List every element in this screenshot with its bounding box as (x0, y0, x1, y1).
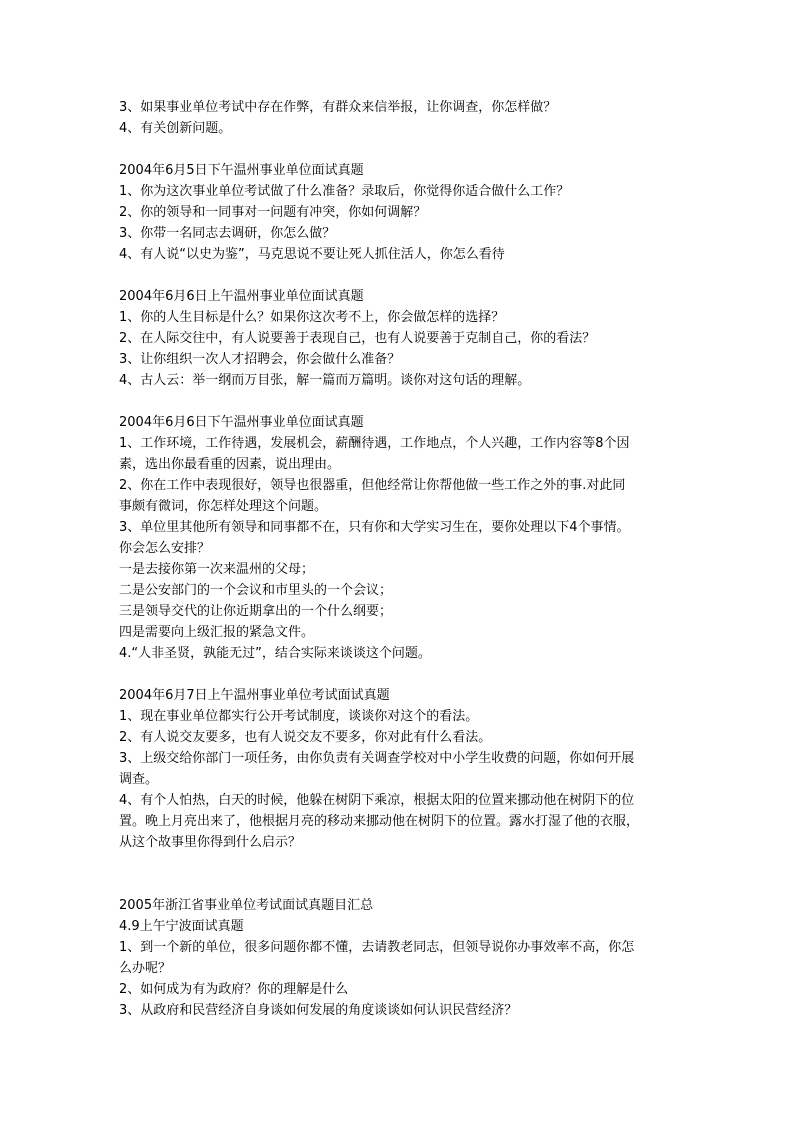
section-subheading: 4.9上午宁波面试真题 (119, 919, 244, 934)
text-line: 3、如果事业单位考试中存在作弊，有群众来信举报，让你调查，你怎样做？ (119, 100, 557, 115)
text-line: 三是领导交代的让你近期拿出的一个什么纲要； (119, 604, 393, 619)
text-line: 么办呢？ (119, 961, 172, 976)
text-line: 2、你在工作中表现很好，领导也很器重，但他经常让你帮他做一些工作之外的事.对此同 (119, 478, 626, 493)
text-line: 素，选出你最看重的因素，说出理由。 (119, 457, 341, 472)
text-line: 2、有人说交友要多，也有人说交友不要多，你对此有什么看法。 (119, 730, 492, 745)
text-line: 置。晚上月亮出来了，他根据月亮的移动来挪动他在树阴下的位置。露水打湿了他的衣服， (119, 814, 640, 829)
section-heading: 2004年6月6日上午温州事业单位面试真题 (119, 289, 364, 304)
text-line: 1、工作环境，工作待遇，发展机会，薪酬待遇，工作地点，个人兴趣，工作内容等8个因 (119, 436, 630, 451)
text-line: 四是需要向上级汇报的紧急文件。 (119, 625, 315, 640)
text-line: 2、如何成为有为政府？你的理解是什么 (119, 982, 349, 997)
text-line: 3、从政府和民营经济自身谈如何发展的角度谈谈如何认识民营经济？ (119, 1003, 518, 1018)
document-page (119, 97, 679, 1021)
section-heading: 2005年浙江省事业单位考试面试真题目汇总 (119, 898, 374, 913)
text-line: 3、单位里其他所有领导和同事都不在，只有你和大学实习生在，要你处理以下4个事情。 (119, 520, 630, 535)
text-line: 4、有个人怕热，白天的时候，他躲在树阴下乘凉，根据太阳的位置来挪动他在树阴下的位 (119, 793, 635, 808)
text-line: 4、古人云：举一纲而万目张，解一篇而万篇明。谈你对这句话的理解。 (119, 373, 531, 388)
section-heading: 2004年6月6日下午温州事业单位面试真题 (119, 415, 364, 430)
text-line: 4、有人说“以史为鉴”，马克思说不要让死人抓住活人，你怎么看待 (119, 247, 505, 262)
paragraph-gap (119, 265, 679, 286)
text-line: 1、你的人生目标是什么？如果你这次考不上，你会做怎样的选择？ (119, 310, 505, 325)
paragraph-gap (119, 139, 679, 160)
text-line: 2、你的领导和一同事对一问题有冲突，你如何调解？ (119, 205, 427, 220)
text-line: 1、你为这次事业单位考试做了什么准备？录取后，你觉得你适合做什么工作？ (119, 184, 570, 199)
text-line: 你会怎么安排？ (119, 541, 211, 556)
text-line: 2、在人际交往中，有人说要善于表现自己，也有人说要善于克制自己，你的看法？ (119, 331, 596, 346)
section-2004-06-06-afternoon (119, 412, 679, 664)
section-2005-zhejiang (119, 895, 679, 1021)
text-line: 二是公安部门的一个会议和市里头的一个会议； (119, 583, 393, 598)
section-heading: 2004年6月5日下午温州事业单位面试真题 (119, 163, 364, 178)
text-line: 4、有关创新问题。 (119, 121, 232, 136)
text-line: 事颇有微词，你怎样处理这个问题。 (119, 499, 328, 514)
text-line: 3、你带一名同志去调研，你怎么做？ (119, 226, 336, 241)
text-line: 1、现在事业单位都实行公开考试制度，谈谈你对这个的看法。 (119, 709, 479, 724)
text-line: 一是去接你第一次来温州的父母； (119, 562, 315, 577)
text-block-q3-q4 (119, 97, 679, 139)
text-line: 4.“人非圣贤，孰能无过”，结合实际来谈谈这个问题。 (119, 646, 431, 661)
text-line: 3、上级交给你部门一项任务，由你负责有关调查学校对中小学生收费的问题，你如何开展 (119, 751, 635, 766)
section-2004-06-06-morning (119, 286, 679, 391)
paragraph-gap (119, 853, 679, 895)
paragraph-gap (119, 664, 679, 685)
text-line: 3、让你组织一次人才招聘会，你会做什么准备？ (119, 352, 401, 367)
section-2004-06-07-morning (119, 685, 679, 853)
text-line: 从这个故事里你得到什么启示？ (119, 835, 302, 850)
text-line: 调查。 (119, 772, 159, 787)
section-heading: 2004年6月7日上午温州事业单位考试面试真题 (119, 688, 390, 703)
paragraph-gap (119, 391, 679, 412)
text-line: 1、到一个新的单位，很多问题你都不懂，去请教老同志，但领导说你办事效率不高，你怎 (119, 940, 635, 955)
section-2004-06-05-afternoon (119, 160, 679, 265)
